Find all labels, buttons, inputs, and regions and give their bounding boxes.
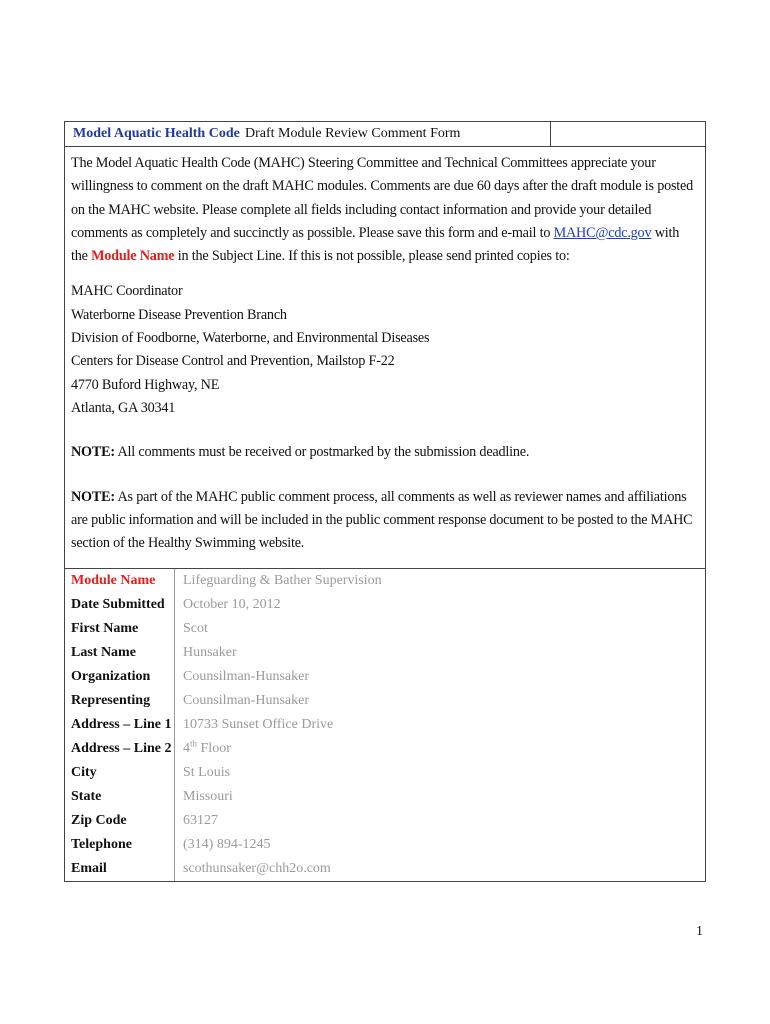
city-field[interactable]: St Louis <box>183 765 231 781</box>
form-body <box>65 147 705 555</box>
note-label: NOTE: <box>71 444 115 461</box>
state-field[interactable]: Missouri <box>183 789 233 805</box>
first-name-field[interactable]: Scot <box>183 621 208 637</box>
code-title: Model Aquatic Health Code <box>73 126 240 141</box>
intro-text: The Model Aquatic Health Code (MAHC) Steering Committee and Technical Committees appreciate your willingness to comment on the draft MAHC modules. Comments are due 60 days after the draft module is posted on the MAHC website. Please complete all fields including contact information and provide your detailed comments as completely and succinctly as possible. Please save this form and e-mail to <box>71 155 694 241</box>
field-row-city <box>65 761 705 785</box>
address-line: Division of Foodborne, Waterborne, and Environmental Diseases <box>71 330 430 347</box>
note-deadline <box>71 441 699 464</box>
floor-text: Floor <box>197 741 231 757</box>
field-row-module-name <box>65 569 705 593</box>
contact-fields <box>65 568 705 881</box>
field-label: Module Name <box>65 569 175 593</box>
note-text: All comments must be received or postmarked by the submission deadline. <box>114 444 530 461</box>
field-label: City <box>65 761 175 785</box>
field-row-date <box>65 593 705 617</box>
module-name-highlight: Module Name <box>91 248 175 265</box>
field-row-email <box>65 857 705 881</box>
field-row-representing <box>65 689 705 713</box>
field-row-zip <box>65 809 705 833</box>
intro-after: in the Subject Line. If this is not possible, please send printed copies to: <box>174 248 570 265</box>
field-label: Organization <box>65 665 175 689</box>
note-text: As part of the MAHC public comment process, all comments as well as reviewer names and affiliations are public information and will be included in the public comment response document to be posted to the MAHC section of the Healthy Swimming website. <box>71 488 693 552</box>
field-label: Address – Line 1 <box>65 713 175 737</box>
field-label: Zip Code <box>65 809 175 833</box>
field-row-last-name <box>65 641 705 665</box>
page-number: 1 <box>696 924 703 939</box>
field-label: Date Submitted <box>65 593 175 617</box>
field-row-first-name <box>65 617 705 641</box>
address-line2-field[interactable] <box>175 737 705 761</box>
note-label: NOTE: <box>71 488 115 505</box>
note-public <box>71 486 699 556</box>
field-row-address1 <box>65 713 705 737</box>
field-label: Last Name <box>65 641 175 665</box>
intro-with: with the <box>71 224 680 265</box>
field-row-address2 <box>65 737 705 761</box>
field-row-state <box>65 785 705 809</box>
address-line: Waterborne Disease Prevention Branch <box>71 306 287 323</box>
field-label: State <box>65 785 175 809</box>
module-name-field[interactable]: Lifeguarding & Bather Supervision <box>183 573 382 589</box>
organization-field[interactable]: Counsilman-Hunsaker <box>183 669 309 685</box>
field-label: Address – Line 2 <box>65 737 175 761</box>
intro-paragraph <box>71 152 699 268</box>
zip-code-field[interactable]: 63127 <box>183 813 218 829</box>
field-row-telephone <box>65 833 705 857</box>
field-label: Representing <box>65 689 175 713</box>
address-line: Atlanta, GA 30341 <box>71 399 176 416</box>
representing-field[interactable]: Counsilman-Hunsaker <box>183 693 309 709</box>
header-empty-cell <box>551 122 705 146</box>
date-submitted-field[interactable]: October 10, 2012 <box>183 597 281 613</box>
email-link[interactable]: MAHC@cdc.gov <box>553 224 652 241</box>
address-line: Centers for Disease Control and Prevention, Mailstop F-22 <box>71 353 395 370</box>
form-title: Draft Module Review Comment Form <box>237 122 551 146</box>
field-label: Email <box>65 857 175 881</box>
form-header <box>65 122 705 147</box>
telephone-field[interactable]: (314) 894-1245 <box>183 837 271 853</box>
last-name-field[interactable]: Hunsaker <box>183 645 237 661</box>
field-label: Telephone <box>65 833 175 857</box>
email-field[interactable]: scothunsaker@chh2o.com <box>183 861 331 877</box>
comment-form <box>64 121 706 882</box>
mailing-address <box>71 280 699 420</box>
address-line: 4770 Buford Highway, NE <box>71 376 220 393</box>
floor-suffix: th <box>190 738 198 749</box>
field-label: First Name <box>65 617 175 641</box>
address-line: MAHC Coordinator <box>71 283 183 300</box>
floor-number: 4 <box>183 741 190 757</box>
field-row-organization <box>65 665 705 689</box>
address-line1-field[interactable]: 10733 Sunset Office Drive <box>183 717 334 733</box>
